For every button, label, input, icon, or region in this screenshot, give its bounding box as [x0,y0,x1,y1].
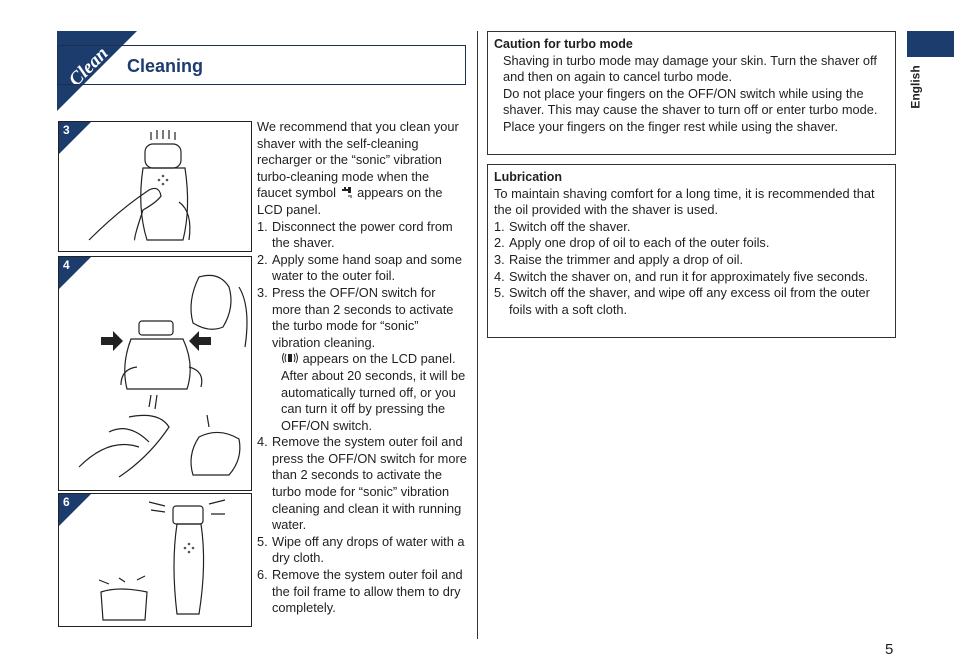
column-divider [477,31,478,639]
lubrication-step [494,285,889,318]
step-text: Apply one drop of oil to each of the outer foils. [509,235,770,251]
step-number: 3. [494,251,505,267]
step-text: Wipe off any drops of water with a dry cloth. [272,533,465,566]
step-text: Remove the system outer foil and the foil frame to allow them to dry completely. [272,567,463,616]
language-label-text: English [908,65,923,109]
step-number: 6. [257,567,268,583]
step-number: 1. [257,218,268,234]
figure-3-number: 3 [63,123,70,137]
figure-4-illustration [59,257,252,491]
step-item [257,219,467,252]
intro-text-end: appears on the LCD panel. [257,185,443,217]
figure-6 [58,493,252,627]
step-text: Switch the shaver on, and run it for approximately five seconds. [509,268,869,284]
step-text: Raise the trimmer and apply a drop of oil. [509,251,744,267]
step-text: Apply some hand soap and some water to the outer foil. [272,251,462,284]
step-item [257,285,467,351]
step-item [257,434,467,534]
lubrication-step [494,235,889,252]
caution-paragraph-1: Shaving in turbo mode may damage your skin. Turn the shaver off and then on again to cancel turbo mode. [503,52,877,85]
step-text: Remove the system outer foil and press the OFF/ON switch for more than 2 seconds to activate the turbo mode for “sonic” vibration cleaning and clean it with running water. [272,434,467,533]
step-number: 3. [257,284,268,300]
step3-lcd-note-text: appears on the LCD panel. [302,351,456,367]
step-number: 5. [257,533,268,549]
section-title: Cleaning [127,56,204,76]
figure-4 [58,256,252,491]
step-number: 4. [494,268,505,284]
intro-paragraph [257,119,467,219]
language-tab-marker [907,31,954,57]
step3-lcd-note [257,351,467,368]
step-text: Disconnect the power cord from the shaver. [272,218,453,251]
section-corner-label: Clean [64,42,113,91]
step-number: 4. [257,434,268,450]
step-text: Switch off the shaver. [509,218,631,234]
step-item [257,567,467,617]
caution-heading: Caution for turbo mode [494,37,633,51]
step3-after-note: After about 20 seconds, it will be automatically turned off, or you can turn it off by pressing the OFF/ON switch. [281,367,466,433]
caution-box [487,31,896,155]
lubrication-heading: Lubrication [494,170,563,184]
figure-6-number: 6 [63,495,70,509]
step-number: 2. [494,235,505,251]
step-item [257,534,467,567]
step-number: 2. [257,251,268,267]
caution-paragraph-2: Do not place your fingers on the OFF/ON switch while using the shaver. This may cause the shaver to turn off or enter turbo mode. Place your fingers on the finger rest while using the shaver. [503,85,878,134]
step-item [257,252,467,285]
step-text: Press the OFF/ON switch for more than 2 seconds to activate the turbo mode for “sonic” vibration cleaning. [272,284,454,350]
faucet-icon [340,185,354,199]
sonic-vibration-icon [281,352,299,364]
lubrication-step [494,219,889,236]
lubrication-intro: To maintain shaving comfort for a long time, it is recommended that the oil provided with the shaver is used. [494,185,875,218]
page-number: 5 [885,641,894,658]
cleaning-instructions [257,119,467,617]
figure-4-number: 4 [63,258,70,272]
section-title-box [57,45,466,85]
lubrication-box [487,164,896,338]
step-text: Switch off the shaver, and wipe off any excess oil from the outer foils with a soft cloth. [509,285,870,317]
intro-text: We recommend that you clean your shaver with the self-cleaning recharger or the “sonic” vibration turbo-cleaning mode when the faucet symbol [257,119,459,201]
step-number: 1. [494,218,505,234]
language-label [908,62,928,114]
figure-3 [58,121,252,252]
lubrication-step [494,269,889,286]
lubrication-step [494,252,889,269]
step-number: 5. [494,285,505,301]
